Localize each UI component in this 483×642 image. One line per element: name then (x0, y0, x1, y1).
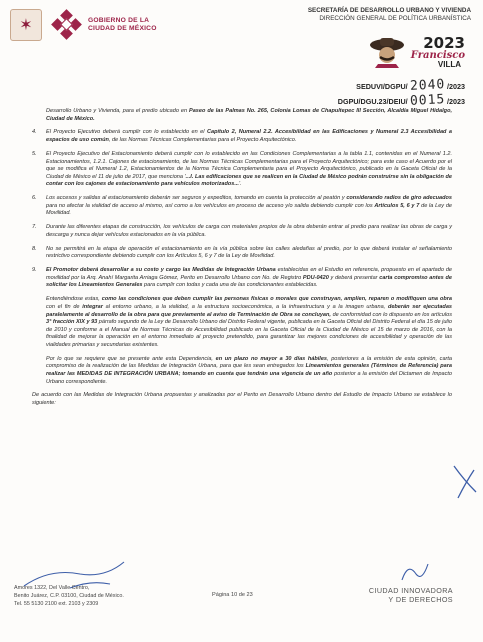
government-logo-block (10, 6, 210, 44)
initials-scribble-icon (398, 560, 432, 586)
address-line-2: Benito Juárez, C.P. 03100, Ciudad de México. (14, 593, 124, 599)
reference-number-1 (356, 78, 465, 93)
blue-check-mark-icon (452, 462, 480, 502)
list-item-9: 9. El Promotor deberá desarrollar a su costo y cargo las Medidas de Integración Urbana establecidas en el Estudio en referencia, propuesto en el apartado de movilidad por la Arq. Anahí Margarita Arriaga Gómez, Perito en Desarrollo Urbano con No. de Registro PDU-0420 y deberá presentar carta compromiso antes de solicitar los Lineamientos Generales para cumplir con todas y cada una de las condicionantes establecidas. (32, 267, 452, 289)
deadline-paragraph: Por lo que se requiere que se presente ante esta Dependencia, en un plazo no mayor a 30 días hábiles, posteriores a la emisión de esta opinión, carta compromiso de la realización de las Medidas de Integración Urbana, para que les sean entregados los Lineamientos generales (Términos de Referencia) para realizar las MEDIDAS DE INTEGRACIÓN URBANA; tomando en cuenta que tendrán una vigencia de un año posterior a la emisión del Dictamen de Impacto Urbano correspondiente. (46, 355, 453, 385)
ref1-suffix: /2023 (447, 82, 465, 91)
intro-paragraph: Desarrollo Urbano y Vivienda, para el predio ubicado en Paseo de las Palmas No. 265, Colonia Lomas de Chapultepec III Sección, Alcaldía Miguel Hidalgo, Ciudad de México. (46, 108, 452, 122)
list-item-5: 5. El Proyecto Ejecutivo del Estacionamiento deberá cumplir con lo establecido en las Condiciones Complementarias a la tabla 1.1, contenidas en el Numeral 1.2. Estacionamientos, 1.2.1. Cajones de estacionamiento, de las Normas Técnicas Complementarias para el Proyecto Arquitectónico; para este caso el Acuerdo por el que se modifica el Numeral 1.2, Estacionamientos de la Norma Técnica Complementaria para el Proyecto Arquitectónico, publicado en la Gaceta Oficial de la Ciudad de México el 11 de julio de 2017, que menciona '...I. Las edificaciones que se realicen en la Ciudad de México podrán construirse sin la obligación de contar con los cajones de estacionamiento para vehículos motorizados...'. (32, 150, 452, 188)
villa-portrait-icon (369, 36, 405, 68)
reference-number-2 (338, 93, 465, 108)
ref2-suffix: /2023 (447, 97, 465, 106)
closing-paragraph: De acuerdo con las Medidas de Integración Urbana propuestas y analizadas por el Perito en Desarrollo Urbano dentro del Estudio de Impacto Urbano se establece lo siguiente: (32, 392, 452, 407)
ref1-prefix: SEDUVI/DGPU/ (356, 82, 408, 91)
logo-name-first: Francisco (410, 50, 465, 61)
footer-slogan (369, 586, 453, 604)
slogan-line-2: Y DE DERECHOS (388, 595, 453, 604)
ref2-prefix: DGPU/DGU.23/DEIU/ (337, 97, 408, 106)
slogan-line-1: CIUDAD INNOVADORA (368, 586, 453, 595)
footer-address (14, 584, 124, 608)
logo-year: 2023 (423, 34, 465, 52)
ref1-handwritten-number: 2040 (409, 77, 446, 94)
address-line-1: Amores 1322, Del Valle Centro, (14, 585, 90, 591)
government-name (88, 17, 157, 33)
francisco-villa-2023-logo (369, 30, 469, 72)
address-line-3: Tel. 55 5130 2100 ext. 2103 y 2309 (14, 601, 99, 607)
list-item-4: 4. El Proyecto Ejecutivo deberá cumplir con lo establecido en el Capítulo 2, Numeral 2.2. Accesibilidad en las Edificaciones y Numeral 2.3 Accesibilidad a espacios de uso común, de las Normas Técnicas Complementarias para el Proyecto Arquitectónico. (32, 129, 452, 144)
page-number: Página 10 de 23 (212, 592, 253, 598)
integration-measures-paragraph: Entendiéndose estas, como las condiciones que deben cumplir las personas físicas o morales que construyan, amplíen, reparen o modifiquen una obra con el fin de integrar al entorno urbano, a la vialidad, a la estructura socioeconómica, a la infraestructura y a la imagen urbana, deberán ser ejecutadas paralelamente al desarrollo de la obra para que previamente al aviso de Terminación de Obra se concluyan, de conformidad con lo dispuesto en los artículos 3° fracción XIX y 93 párrafo segundo de la Ley de Desarrollo Urbano del Distrito Federal vigente, publicada en la Gaceta Oficial del Distrito Federal el día 15 de julio de 2010 y conforme a el Manual de Normas Técnicas de Accesibilidad publicado en la Gaceta Oficial de la Ciudad de México el 15 de marzo de 2016, con la finalidad de mejorar la operación en el entorno inmediato al proyecto pretendido, para garantizar las mejores condiciones de accesibilidad y operación de las vialidades primarias y secundarias existentes. (46, 296, 452, 348)
document-body (32, 108, 452, 414)
cdmx-logo-icon (52, 10, 82, 40)
gov-line-1: GOBIERNO DE LA (88, 17, 150, 24)
logo-name-last: VILLA (437, 60, 461, 69)
list-item-8: 8. No se permitirá en la etapa de operación el estacionamiento en la vía pública sobre las calles aledañas al predio, por lo que deberá instalar el señalamiento restrictivo correspondiente debiendo cumplir con los Artículos 5, 6 y 7 de la Ley de Movilidad. (32, 245, 452, 260)
list-item-6: 6. Los accesos y salidas al estacionamiento deberán ser seguros y expeditos, tomando en cuenta la protección al peatón y considerando radios de giro adecuados para no afectar la vialidad de acceso al mismo, así como a los vehículos en proceso de acceso y/o salida debiendo cumplir con los Artículos 5, 6 y 7 de la Ley de Movilidad. (32, 195, 452, 217)
list-item-7: 7. Durante las diferentes etapas de construcción, los vehículos de carga con materiales propios de la obra deberán entrar al predio para realizar las obras de carga y descarga y nunca dejar vehículos estacionados en la vía pública. (32, 224, 452, 238)
direccion-name: DIRECCIÓN GENERAL DE POLÍTICA URBANÍSTICA (319, 15, 471, 22)
gov-line-2: CIUDAD DE MÉXICO (88, 25, 157, 32)
agency-heading (211, 7, 471, 23)
national-seal-icon: ✶ (10, 9, 42, 41)
secretaria-name: SECRETARÍA DE DESARROLLO URBANO Y VIVIENDA (307, 7, 471, 14)
ref2-handwritten-number: 0015 (409, 92, 446, 109)
